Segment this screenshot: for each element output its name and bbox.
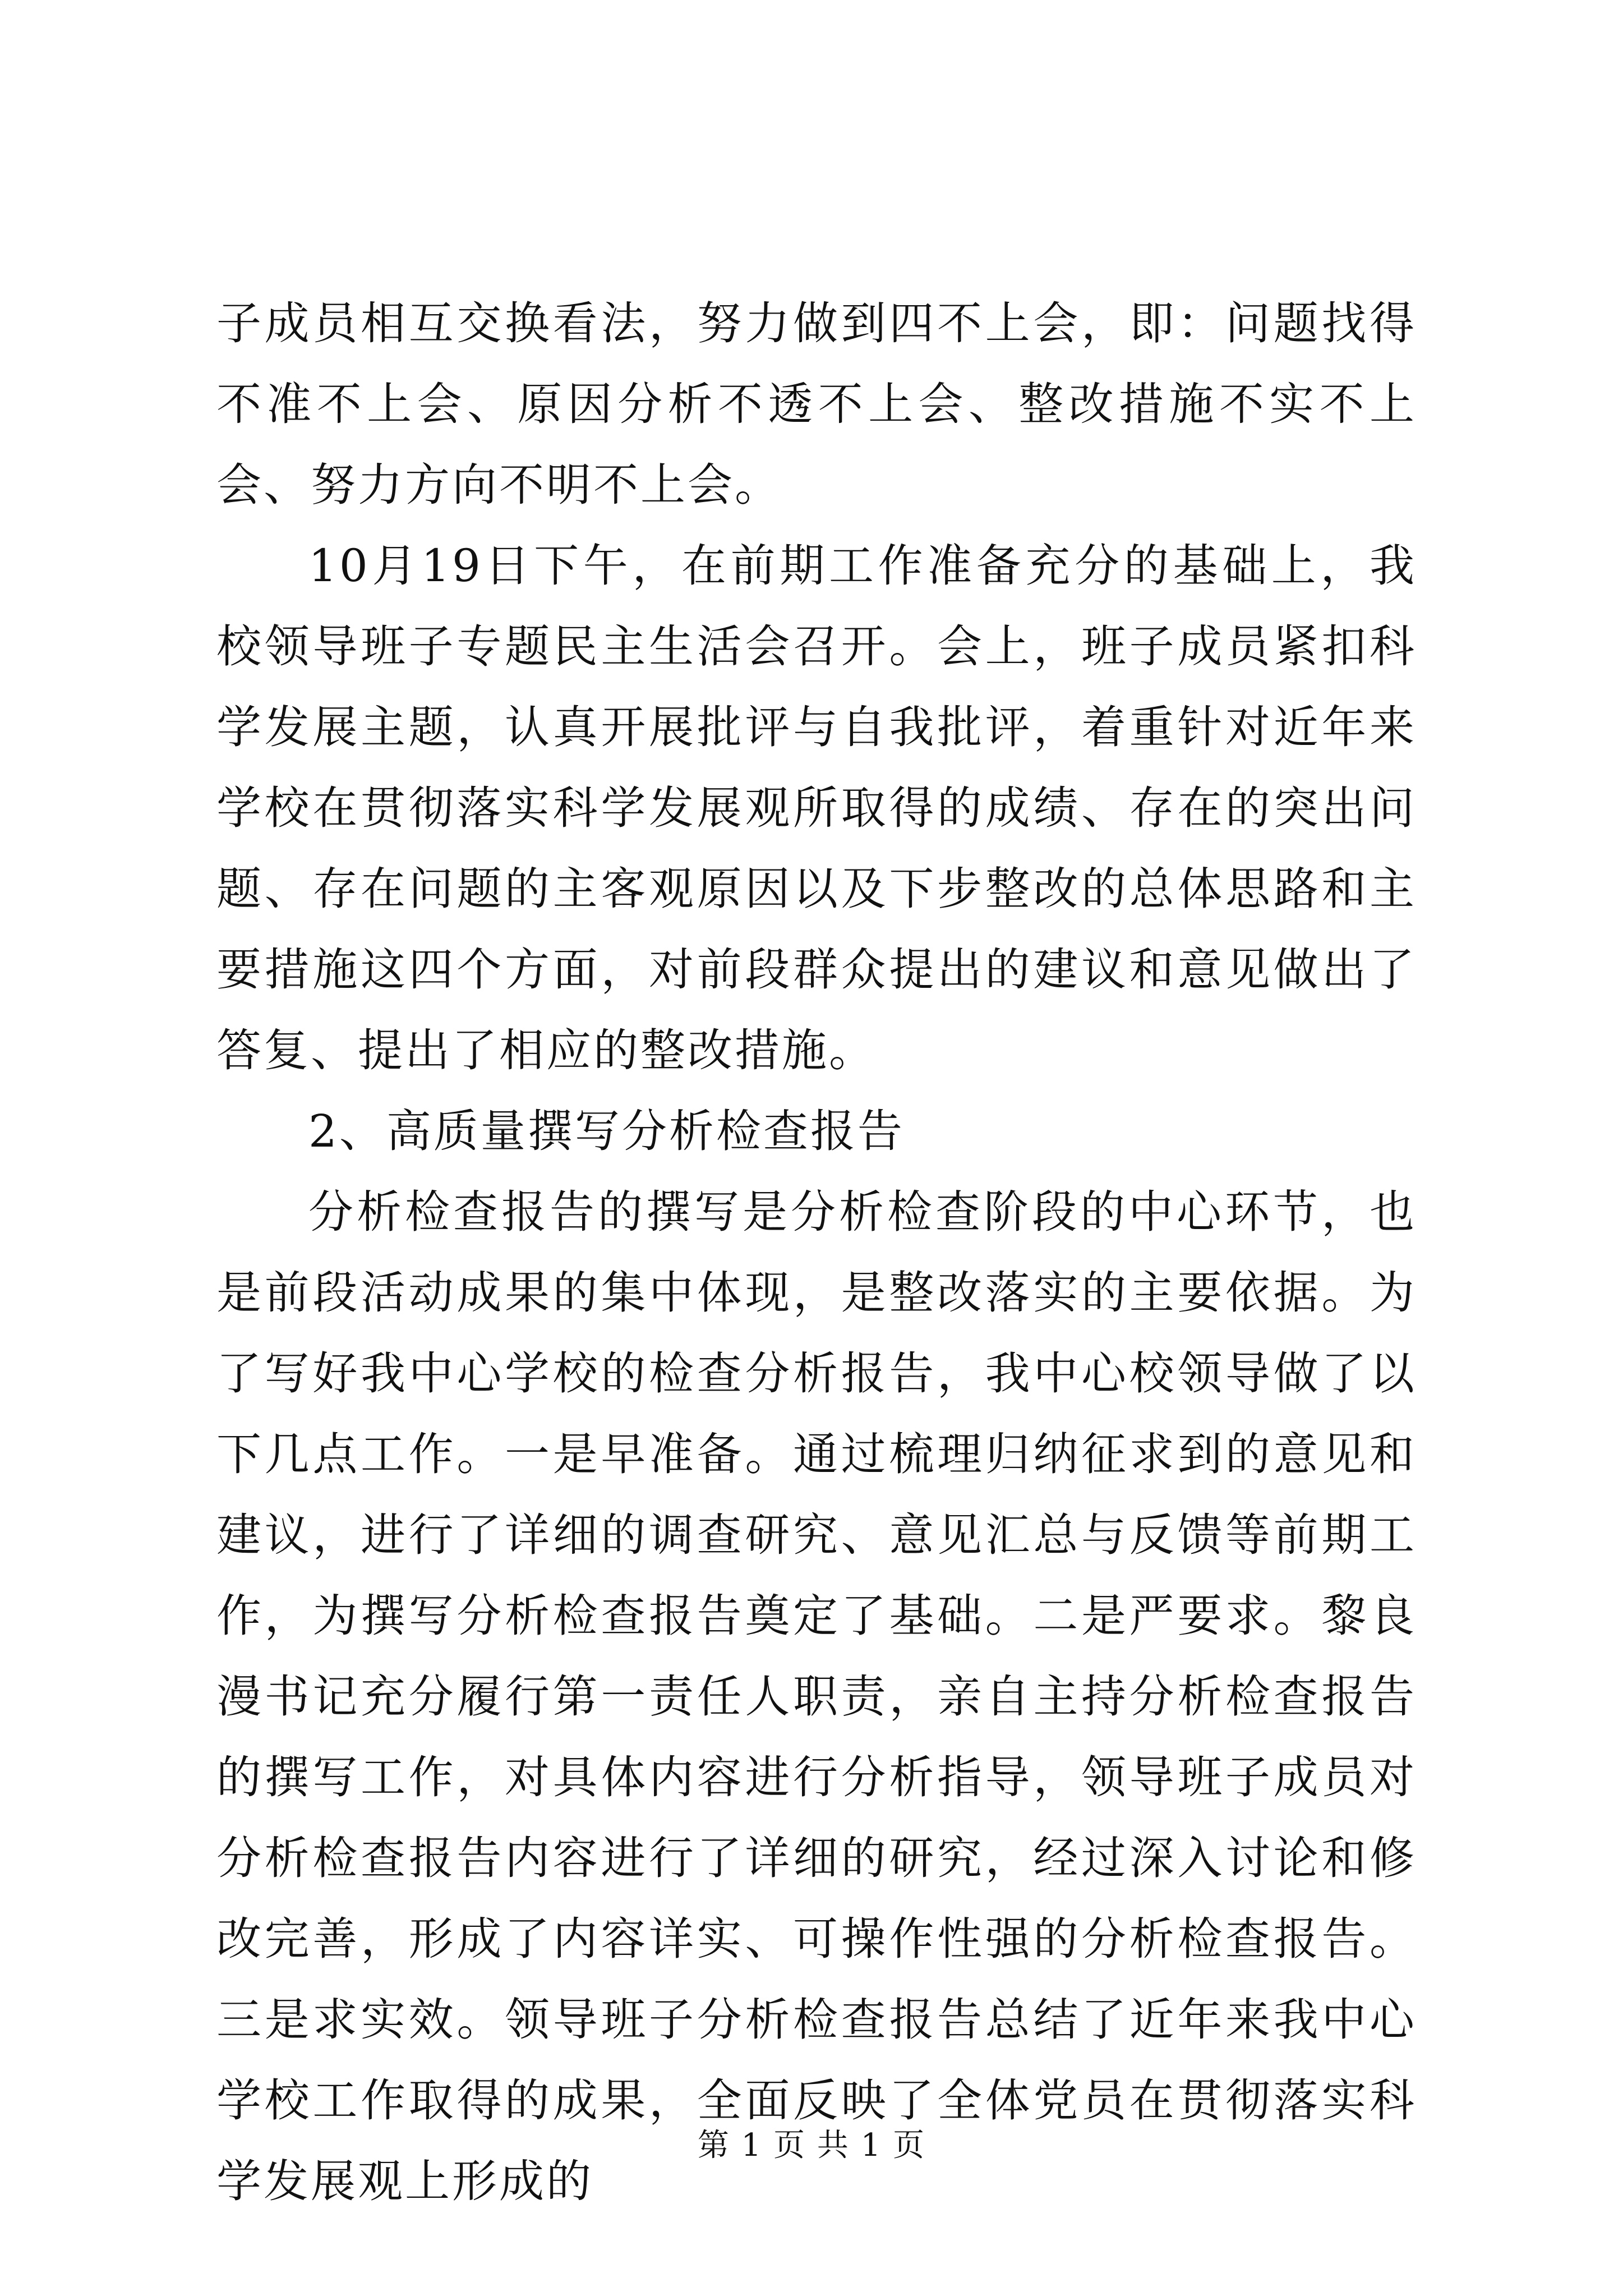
page-footer: 第 1 页 共 1 页 [697, 2127, 926, 2164]
section-heading: 2、高质量撰写分析检查报告 [308, 1105, 905, 1157]
paragraph-meeting: 10月19日下午，在前期工作准备充分的基础上，我校领导班子专题民主生活会召开。会上，班子成员紧扣科学发展主题，认真开展批评与自我批评，着重针对近年来学校在贯彻落实科学发展观所取得的成绩、存在的突出问题、存在问题的主客观原因以及下步整改的总体思路和主要措施这四个方面，对前段群众提出的建议和意见做出了答复、提出了相应的整改措施。 [216, 540, 1417, 1076]
document-body [216, 283, 1417, 2222]
paragraph-report: 分析检查报告的撰写是分析检查阶段的中心环节，也是前段活动成果的集中体现，是整改落实的主要依据。为了写好我中心学校的检查分析报告，我中心校领导做了以下几点工作。一是早准备。通过梳理归纳征求到的意见和建议，进行了详细的调查研究、意见汇总与反馈等前期工作，为撰写分析检查报告奠定了基础。二是严要求。黎良漫书记充分履行第一责任人职责，亲自主持分析检查报告的撰写工作，对具体内容进行分析指导，领导班子成员对分析检查报告内容进行了详细的研究，经过深入讨论和修改完善，形成了内容详实、可操作性强的分析检查报告。三是求实效。领导班子分析检查报告总结了近年来我中心学校工作取得的成果，全面反映了全体党员在贯彻落实科学发展观上形成的 [216, 1186, 1417, 2207]
paragraph-continuation: 子成员相互交换看法，努力做到四不上会，即：问题找得不准不上会、原因分析不透不上会、整改措施不实不上会、努力方向不明不上会。 [216, 297, 1417, 511]
